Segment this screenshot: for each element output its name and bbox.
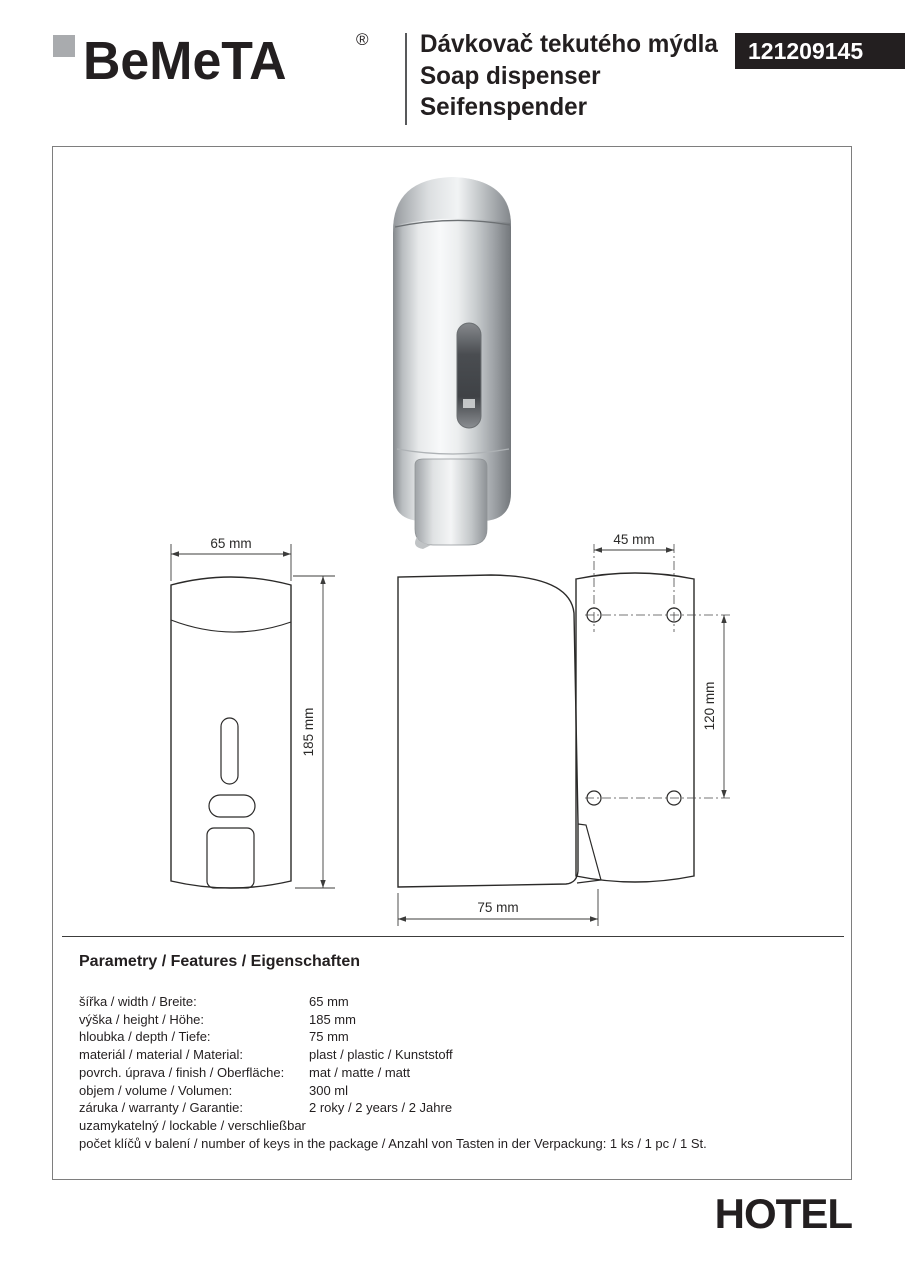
param-label: záruka / warranty / Garantie: xyxy=(79,1100,244,1116)
parameters-heading: Parametry / Features / Eigenschaften xyxy=(79,953,360,970)
front-width-label: 65 mm xyxy=(210,536,252,551)
param-label: šířka / width / Breite: xyxy=(79,994,197,1009)
centerlines xyxy=(585,544,731,798)
param-row-keys xyxy=(79,1135,839,1153)
side-view-outline xyxy=(398,575,601,887)
param-value: plast / plastic / Kunststoff xyxy=(309,1047,453,1063)
level-indicator xyxy=(463,399,475,408)
registered-trademark-icon: ® xyxy=(356,30,369,49)
param-label: materiál / material / Material: xyxy=(79,1047,243,1063)
param-row-lockable xyxy=(79,1117,839,1135)
technical-drawings xyxy=(61,531,853,931)
param-label: hloubka / depth / Tiefe: xyxy=(79,1029,211,1045)
back-hole-spacing-h-label: 45 mm xyxy=(613,532,655,547)
front-height-label: 185 mm xyxy=(301,707,316,757)
content-box xyxy=(52,146,852,1180)
side-depth-label: 75 mm xyxy=(477,900,519,915)
header-divider xyxy=(405,33,407,125)
param-label: objem / volume / Volumen: xyxy=(79,1082,233,1098)
param-label: povrch. úprava / finish / Oberfläche: xyxy=(79,1064,285,1080)
param-row-finish xyxy=(79,1064,839,1082)
back-view-dimension-lines xyxy=(594,550,724,798)
product-title-cs: Dávkovač tekutého mýdla xyxy=(420,30,718,58)
param-value: 75 mm xyxy=(309,1029,349,1045)
param-row-volume xyxy=(79,1082,839,1100)
product-title-en: Soap dispenser xyxy=(420,61,601,90)
param-label: uzamykatelný / lockable / verschließbar xyxy=(79,1117,306,1133)
front-view-outline xyxy=(171,577,291,888)
param-value: 2 roky / 2 years / 2 Jahre xyxy=(309,1100,453,1116)
mounting-holes xyxy=(587,608,681,805)
product-titles xyxy=(420,29,721,124)
param-value: 300 ml xyxy=(309,1082,349,1098)
logo-square-mark xyxy=(53,35,75,57)
back-view-dimension-arrows xyxy=(594,547,727,798)
logo-wordmark: BeMeTA xyxy=(83,31,287,91)
level-window xyxy=(457,323,481,428)
param-label: výška / height / Höhe: xyxy=(79,1011,205,1027)
parameters-divider xyxy=(62,936,844,937)
back-hole-spacing-v-label: 120 mm xyxy=(702,681,717,731)
param-row-depth xyxy=(79,1028,839,1046)
param-value: 185 mm xyxy=(309,1011,356,1027)
parameters-table xyxy=(79,993,839,1152)
param-value: mat / matte / matt xyxy=(309,1064,411,1080)
bemeta-logo xyxy=(53,26,383,96)
hotel-collection-label: HOTEL xyxy=(714,1190,852,1237)
param-row-width xyxy=(79,993,839,1011)
param-label: počet klíčů v balení / number of keys in the package / Anzahl von Tasten in der Verpackung: 1 ks / 1 pc / 1 St. xyxy=(79,1135,707,1151)
product-code: 121209145 xyxy=(748,38,864,64)
param-row-height xyxy=(79,1011,839,1029)
product-photo xyxy=(353,163,553,553)
param-row-warranty xyxy=(79,1099,839,1117)
param-value: 65 mm xyxy=(309,994,349,1009)
product-code-badge xyxy=(735,33,905,69)
param-row-material xyxy=(79,1046,839,1064)
product-title-de: Seifenspender xyxy=(420,93,588,121)
